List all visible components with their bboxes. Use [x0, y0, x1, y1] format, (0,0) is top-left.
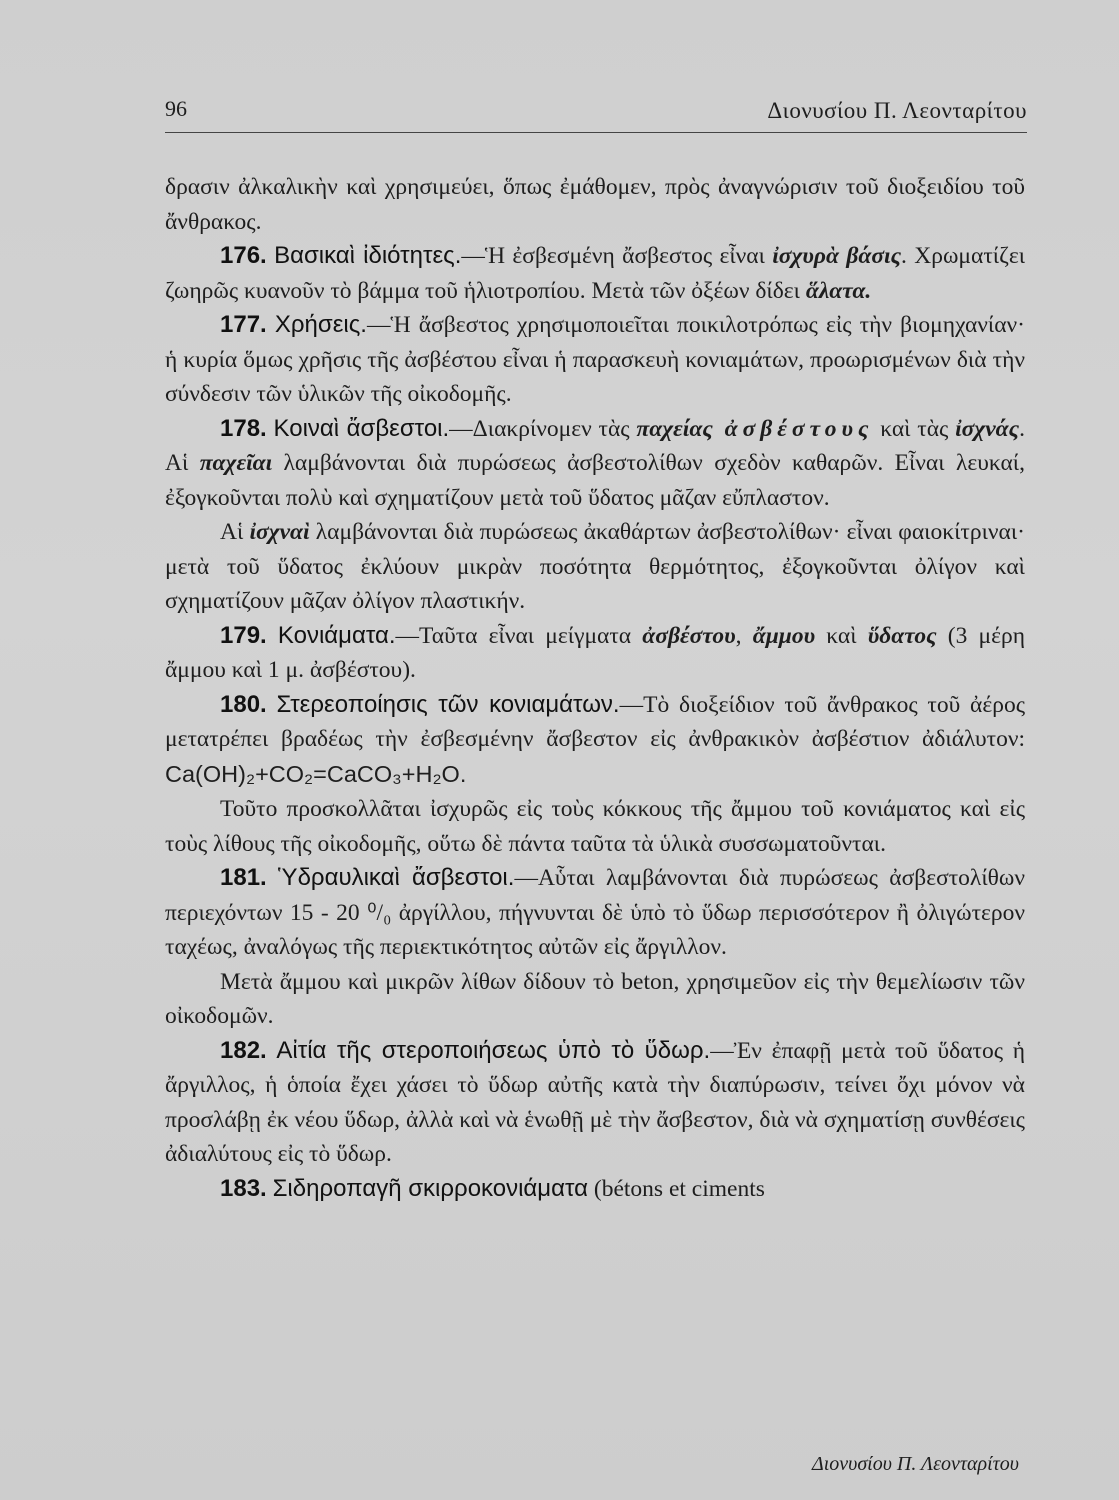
section-number: 178.: [220, 414, 267, 442]
section-text: (bétons et ciments: [588, 1175, 765, 1202]
emphasized-term: παχεῖαι: [199, 450, 273, 476]
section-180: [165, 688, 1025, 793]
emphasized-term: ἰσχνάς: [955, 415, 1020, 442]
section-heading: Βασικαὶ ἰδιότητες.: [274, 242, 462, 269]
section-heading: Στερεοποίησις τῶν κονιαμάτων.: [276, 690, 620, 718]
section-text: —Ἡ ἐσβεσμένη ἄσβεστος εἶναι: [461, 243, 773, 269]
emphasized-term: ἀσβέστου: [642, 622, 736, 649]
section-text: —Ἐν ἐπαφῇ μετὰ τοῦ ὕδατος ἡ ἄργιλλος, ἡ ὁποία ἔχει χάσει τὸ ὕδωρ αὐτῆς κατὰ τὴν διαπύρωσιν, τείνει ὄχι μόνον νὰ προσλάβῃ ἐκ νέου ὕδωρ, ἀλλὰ καὶ νὰ ἑνωθῇ μὲ τὴν ἄσβεστον, διὰ νὰ σχηματίσῃ συνθέσεις ἀδιαλύτους εἰς τὸ ὕδωρ.: [165, 1037, 1025, 1167]
section-number: 177.: [220, 311, 267, 338]
section-178: [165, 412, 1025, 516]
section-text: —Διακρίνομεν τὰς: [449, 415, 637, 442]
section-heading: Ὑδραυλικαὶ ἄσβεστοι.: [278, 864, 515, 891]
page-number: 96: [165, 96, 187, 121]
section-177: [165, 308, 1025, 412]
page-header: [165, 92, 1027, 133]
section-181: [165, 861, 1025, 965]
section-heading: Αἰτία τῆς στεροποιήσεως ὑπὸ τὸ ὕδωρ.: [276, 1036, 711, 1064]
section-heading: Κονιάματα.: [277, 621, 396, 649]
emphasized-term: ἄμμου: [752, 622, 816, 649]
section-heading: Χρήσεις.: [274, 311, 367, 338]
section-text: Αἱ: [220, 519, 250, 545]
emphasized-term: ὕδατος: [867, 622, 937, 649]
section-text: —Τὸ διοξείδιον τοῦ ἄνθρακος τοῦ ἀέρος μετατρέπει βραδέως τὴν ἐσβεσμένην ἄσβεστον εἰς ἀνθρακικὸν ἀσβέστιον ἀδιάλυτον:: [165, 691, 1025, 752]
paragraph-continuation: δρασιν ἀλκαλικὴν καὶ χρησιμεύει, ὅπως ἐμάθομεν, πρὸς ἀναγνώρισιν τοῦ διοξειδίου τοῦ ἄνθρακος.: [165, 174, 1025, 235]
page-body: [165, 170, 1025, 1206]
section-text: καὶ: [815, 622, 868, 649]
section-text: λαμβάνονται διὰ πυρώσεως ἀκαθάρτων ἀσβεστολίθων· εἶναι φαιοκίτριναι· μετὰ τοῦ ὕδατος ἐκλύουν μικρὰν ποσότητα θερμότητος, ἐξογκοῦνται ὀλίγον καὶ σχηματίζουν μᾶζαν ὀλίγον πλαστικήν.: [165, 519, 1025, 614]
section-text: —Ἡ ἄσβεστος χρησιμοποιεῖται ποικιλοτρόπως εἰς τὴν βιομηχανίαν· ἡ κυρία ὅμως χρῆσις τῆς ἀσβέστου εἶναι ἡ παρασκευὴ κονιαμάτων, προωρισμένων διὰ τὴν σύνδεσιν τῶν ὑλικῶν τῆς οἰκοδομῆς.: [165, 312, 1026, 407]
emphasized-term: παχείας: [636, 415, 713, 442]
section-179: [165, 619, 1025, 688]
section-heading: Κοιναὶ ἄσβεστοι.: [273, 414, 450, 442]
section-text: λαμβάνονται διὰ πυρώσεως ἀσβεστολίθων σχεδὸν καθαρῶν. Εἶναι λευκαί, ἐξογκοῦνται πολὺ καὶ σχηματίζουν μετὰ τοῦ ὕδατος μᾶζαν εὔπλαστον.: [165, 450, 1025, 511]
spaced-term: ἀσβέστους: [712, 415, 874, 442]
section-text: ,: [735, 622, 753, 649]
emphasized-term: ἰσχυρὰ βάσις: [772, 243, 902, 269]
section-text: —Αὗται λαμβάνονται διὰ πυρώσεως ἀσβεστολίθων περιεχόντων 15 - 20 ⁰/₀ ἀργίλλου, πήγνυνται δὲ ὑπὸ τὸ ὕδωρ περισσότερον ἢ ὀλιγώτερον ταχέως, ἀναλόγως τῆς περιεκτικότητος αὐτῶν εἰς ἄργιλλον.: [165, 865, 1025, 960]
section-178-continued: [165, 515, 1025, 619]
section-text: . Χρωματίζει ζωηρῶς κυανοῦν τὸ βάμμα τοῦ ἡλιοτροπίου. Μετὰ τῶν ὀξέων δίδει: [165, 243, 1026, 304]
section-176: [165, 239, 1025, 308]
emphasized-term: ἰσχναὶ: [249, 519, 310, 545]
chemical-formula: Ca(OH)₂+CO₂=CaCO₃+H₂O.: [165, 760, 467, 787]
footer-signature: Διονυσίου Π. Λεονταρίτου: [811, 1453, 1019, 1475]
section-text: . Αἱ: [165, 415, 1026, 476]
section-text: καὶ τὰς: [873, 415, 956, 442]
section-text: —Ταῦτα εἶναι μείγματα: [395, 622, 643, 649]
section-number: 180.: [220, 690, 267, 718]
section-heading: Σιδηροπαγῆ σκιρροκονιάματα: [272, 1174, 589, 1202]
section-number: 176.: [220, 242, 267, 269]
emphasized-term: ἅλατα.: [805, 277, 872, 304]
section-number: 179.: [220, 621, 267, 649]
section-182: [165, 1034, 1025, 1172]
running-head: Διονυσίου Π. Λεονταρίτου: [767, 98, 1027, 123]
section-181-continued: Μετὰ ἄμμου καὶ μικρῶν λίθων δίδουν τὸ beton, χρησιμεῦον εἰς τὴν θεμελίωσιν τῶν οἰκοδομῶν.: [165, 968, 1025, 1029]
section-number: 183.: [220, 1174, 267, 1202]
section-number: 181.: [220, 864, 267, 891]
section-number: 182.: [220, 1036, 267, 1064]
section-text: (3 μέρη ἄμμου καὶ 1 μ. ἀσβέστου).: [165, 622, 1026, 683]
section-180-continued: Τοῦτο προσκολλᾶται ἰσχυρῶς εἰς τοὺς κόκκους τῆς ἄμμου τοῦ κονιάματος καὶ εἰς τοὺς λίθους τῆς οἰκοδομῆς, οὕτω δὲ πάντα ταῦτα τὰ ὑλικὰ συσσωματοῦνται.: [165, 796, 1025, 857]
section-183: [165, 1172, 1025, 1207]
